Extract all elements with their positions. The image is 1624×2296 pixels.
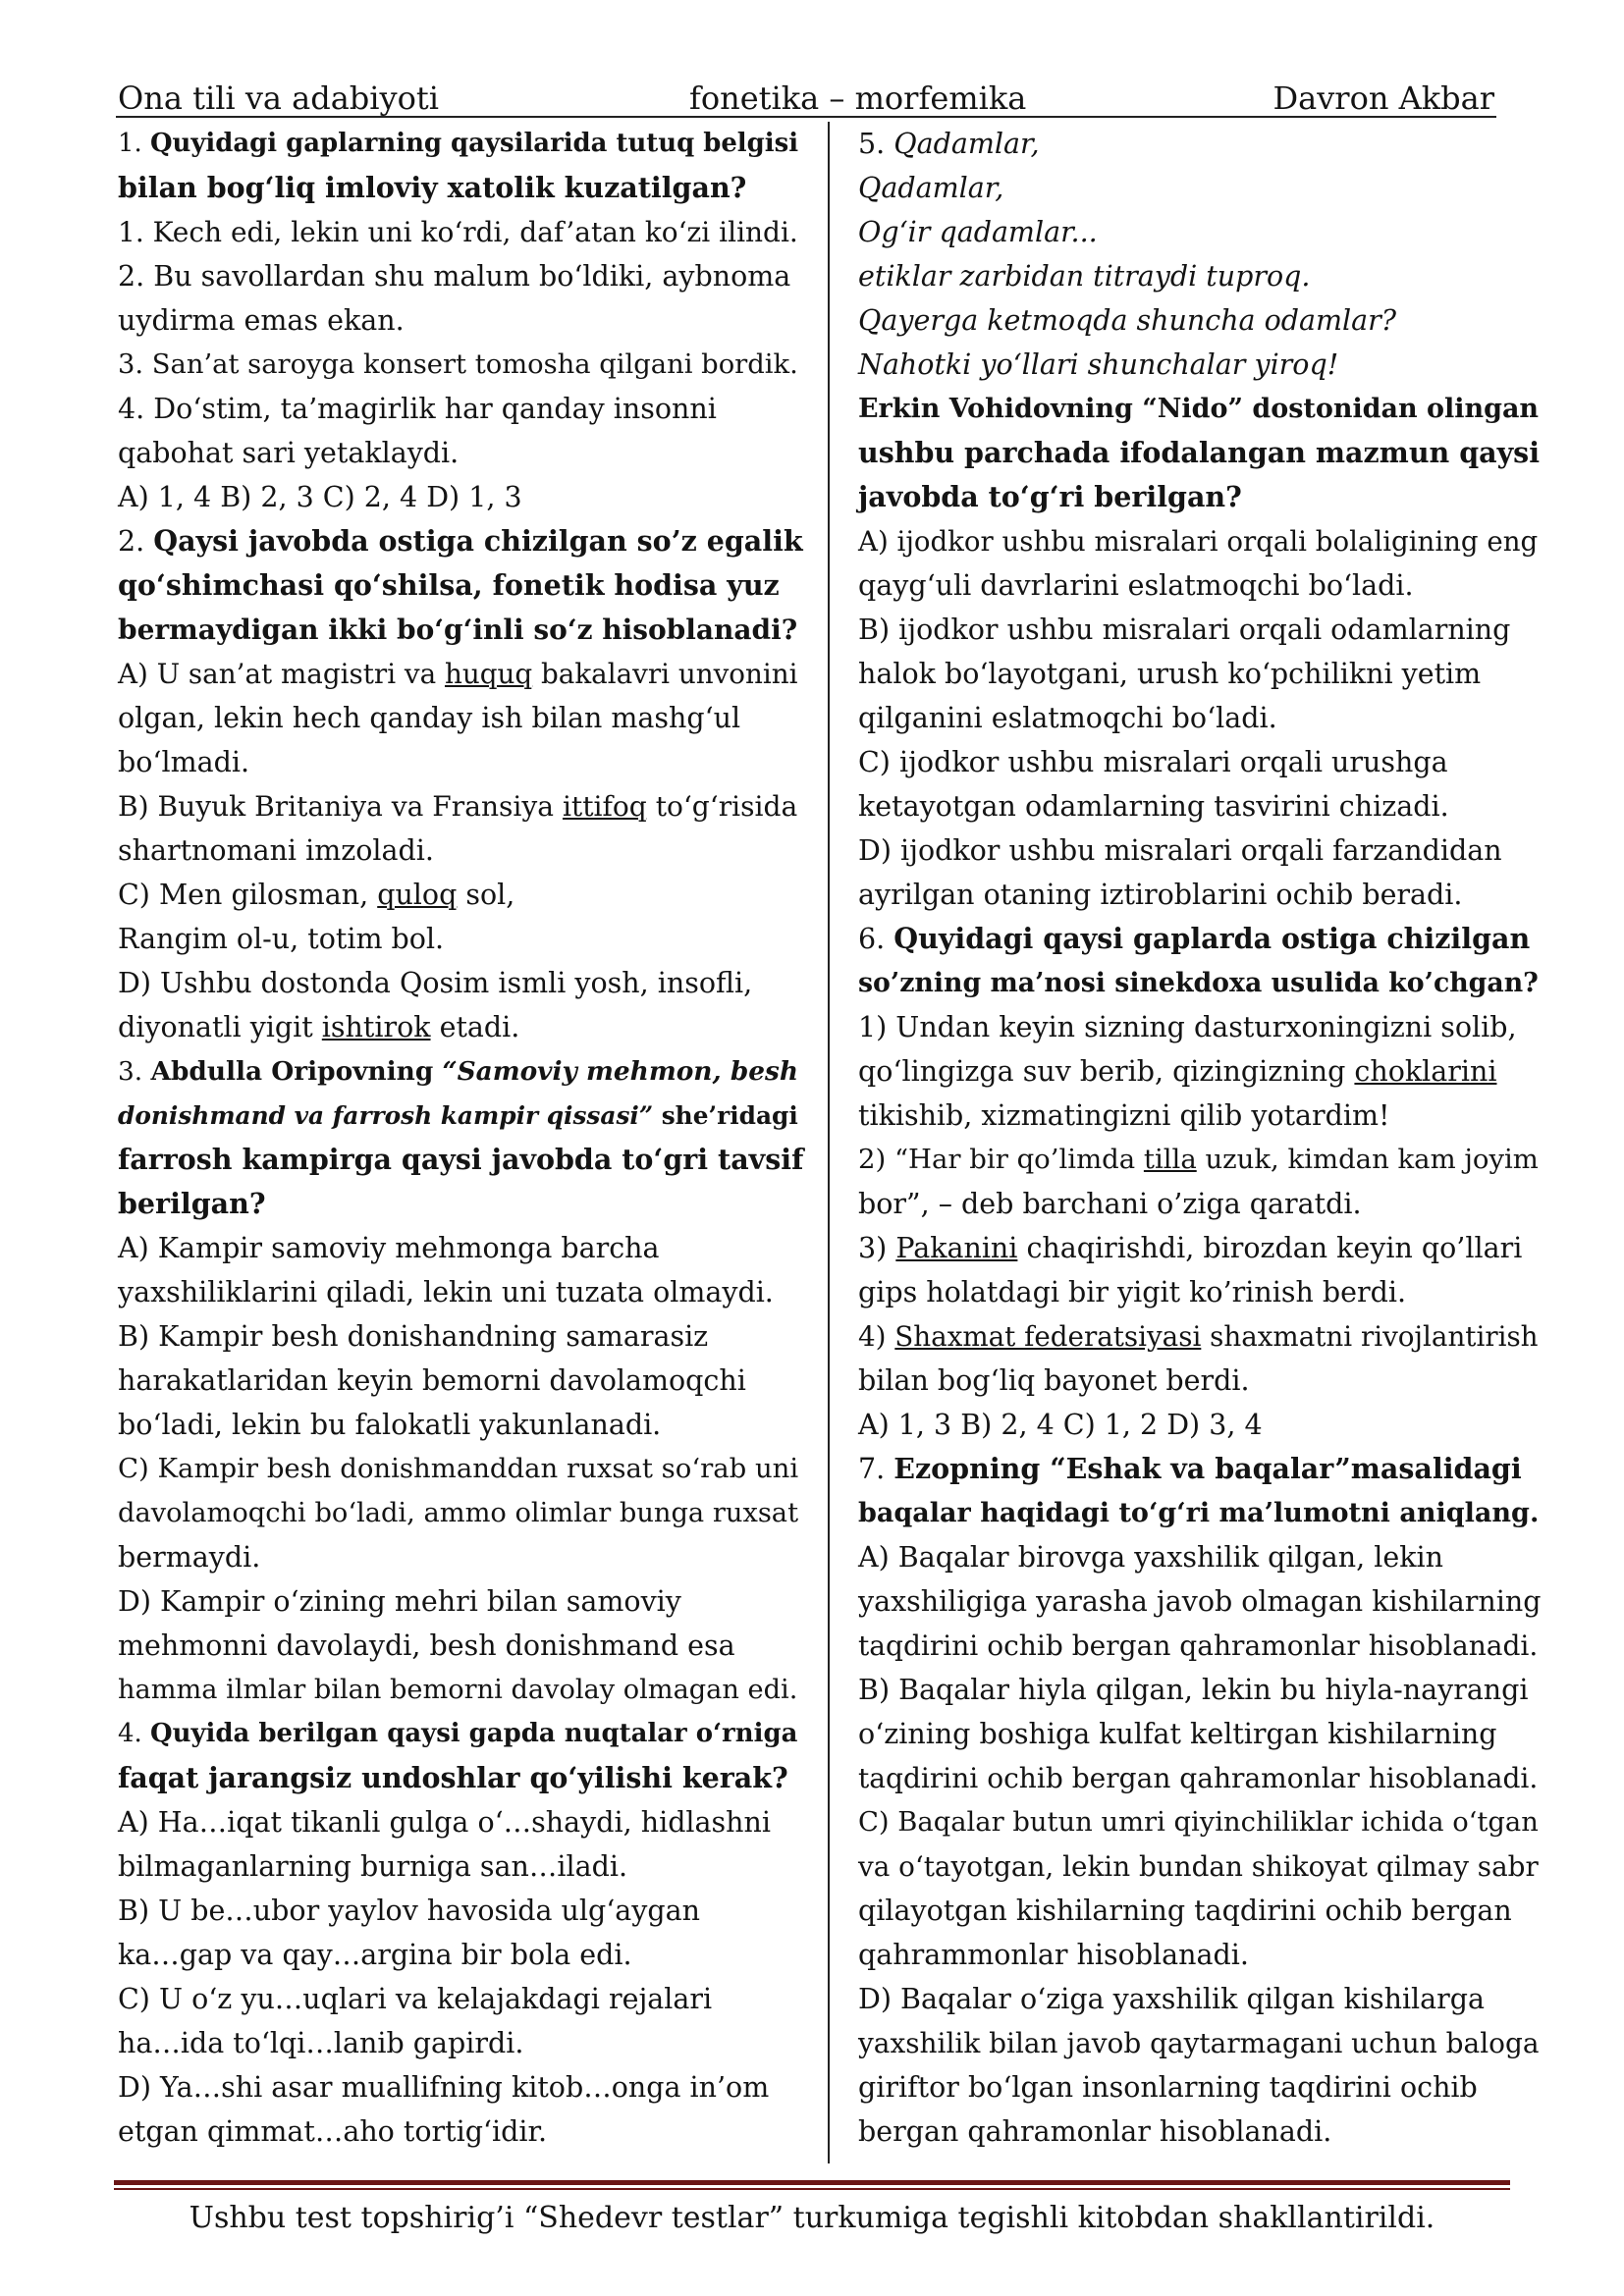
text-line [858,917,1545,961]
text-line [118,1756,805,1800]
text-segment: B) Buyuk Britaniya va Fransiya [118,790,563,823]
text-segment: A) Kampir samoviy mehmonga barcha [118,1232,660,1264]
text-segment: taqdirini ochib bergan qahramonlar hisoblanadi. [858,1762,1539,1794]
text-line [118,1579,805,1624]
text-segment: A) Baqalar birovga yaxshilik qilgan, lekin [858,1541,1443,1574]
left-column [118,122,805,2154]
text-segment: faqat jarangsiz undoshlar qo‘yilishi kerak? [118,1761,788,1794]
text-segment: 4. [118,1719,150,1748]
text-line [118,254,805,298]
text-line [118,740,805,784]
text-line [858,696,1545,740]
text-segment: Rangim ol-u, totim bol. [118,923,445,955]
text-line [858,740,1545,784]
text-line [118,563,805,608]
text-segment: A) Ha…iqat tikanli gulga o‘…shaydi, hidlashni [118,1806,771,1839]
text-line [858,122,1545,166]
text-line [118,1933,805,1977]
text-segment: Og‘ir qadamlar... [858,216,1098,248]
text-segment: Abdulla Oripovning [150,1056,443,1087]
text-segment: D) Kampir o‘zining mehri bilan samoviy [118,1585,681,1618]
text-segment: etgan qimmat…aho tortig‘idir. [118,2115,548,2148]
text-segment: 4. Do‘stim, ta’magirlik har qanday insonni [118,393,717,425]
text-line [858,1712,1545,1756]
text-line [118,1491,805,1535]
text-line [858,608,1545,652]
text-line [118,961,805,1005]
text-segment: 2) “Har bir qo’limda [858,1144,1144,1175]
text-line [118,696,805,740]
text-line [118,343,805,387]
text-segment: ushbu parchada ifodalangan mazmun qaysi [858,436,1541,469]
text-segment: ketayotgan odamlarning tasvirini chizadi. [858,790,1449,823]
text-line [118,2065,805,2109]
footer-rule-thin [114,2188,1510,2190]
text-line [858,519,1545,563]
text-segment: farrosh kampirga qaysi javobda to‘gri tavsif [118,1143,804,1176]
text-segment: 3. San’at saroyga konsert tomosha qilgani bordik. [118,349,798,380]
text-segment: etiklar zarbidan titraydi tuproq. [858,260,1311,293]
text-line [118,608,805,652]
text-line [118,2021,805,2065]
text-segment: javobda to‘g‘ri berilgan? [858,480,1242,513]
text-segment: A) 1, 4 B) 2, 3 C) 2, 4 D) 1, 3 [118,481,522,513]
text-segment: B) Baqalar hiyla qilgan, lekin bu hiyla-nayrangi [858,1674,1529,1706]
text-segment: bilmaganlarning burniga san…iladi. [118,1850,628,1883]
text-segment: Quyidagi gaplarning qaysilarida tutuq belgisi [149,129,799,158]
text-line [118,2109,805,2154]
text-segment: etadi. [430,1011,520,1043]
text-line [858,475,1545,519]
text-line [118,1138,805,1182]
text-line [118,652,805,696]
text-line [858,563,1545,608]
text-segment: 1. [118,129,150,158]
text-line [118,784,805,828]
text-line [858,1977,1545,2021]
header-author: Davron Akbar [1272,80,1494,117]
underlined-word: huquq [444,658,533,690]
text-segment: uydirma emas ekan. [118,304,405,337]
text-segment: berilgan? [118,1187,266,1220]
text-segment: A) U san’at magistri va [118,658,445,690]
text-segment: va o‘tayotgan, lekin bundan shikoyat qilmay sabr [858,1850,1539,1883]
text-segment: harakatlaridan keyin bemorni davolamoqchi [118,1364,746,1397]
text-line [118,387,805,431]
text-segment: bergan qahramonlar hisoblanadi. [858,2115,1332,2148]
text-line [858,1182,1545,1226]
text-line [118,1005,805,1049]
text-segment: Quyida berilgan qaysi gapda nuqtalar o‘rniga [150,1719,798,1748]
text-segment: ha…ida to‘lqi…lanib gapirdi. [118,2027,524,2059]
text-segment: 6. [858,923,894,955]
text-line [118,122,805,166]
right-column [858,122,1545,2154]
column-divider [828,122,830,2163]
text-line [858,961,1545,1005]
text-line [118,1226,805,1270]
text-segment: qilganini eslatmoqchi bo‘ladi. [858,702,1277,734]
text-line [858,431,1545,475]
text-line [118,166,805,210]
text-line [858,1403,1545,1447]
text-line [858,1314,1545,1359]
text-line [858,873,1545,917]
text-line [858,828,1545,873]
text-segment: Quyidagi qaysi gaplarda ostiga chizilgan [893,922,1531,955]
underlined-word: Shaxmat federatsiyasi [894,1320,1202,1353]
text-segment: qahrammonlar hisoblanadi. [858,1939,1249,1971]
text-segment: yaxshiligiga yarasha javob olmagan kishilarning [858,1585,1542,1618]
text-segment: 7. [858,1453,894,1485]
text-segment: 3) [858,1232,896,1264]
text-line [858,1138,1545,1182]
page-header [116,80,1496,116]
text-line [118,1889,805,1933]
underlined-word: tilla [1143,1144,1197,1175]
text-segment: qo‘shimchasi qo‘shilsa, fonetik hodisa yuz [118,568,780,602]
underlined-word: quloq [377,879,458,911]
text-line [858,298,1545,343]
text-line [858,2065,1545,2109]
text-segment: bilan bog‘liq imloviy xatolik kuzatilgan? [118,171,747,204]
text-line [858,1844,1545,1889]
text-segment: donishmand va farrosh kampir qissasi” [118,1101,654,1130]
text-segment: bilan bog‘liq bayonet berdi. [858,1364,1250,1397]
text-line [118,828,805,873]
text-line [118,1049,805,1094]
text-segment: D) ijodkor ushbu misralari orqali farzandidan [858,834,1502,867]
text-segment: davolamoqchi bo‘ladi, ammo olimlar bunga ruxsat [118,1498,799,1528]
text-line [118,1712,805,1756]
text-line [118,1403,805,1447]
text-line [118,1535,805,1579]
text-line [118,873,805,917]
text-segment: taqdirini ochib bergan qahramonlar hisoblanadi. [858,1629,1539,1662]
text-segment: 3. [118,1057,151,1087]
text-segment: 5. [858,128,894,160]
text-segment: 1. Kech edi, lekin uni ko‘rdi, daf’atan ko‘zi ilindi. [118,216,798,248]
text-line [858,387,1545,431]
text-segment: D) Ya…shi asar muallifning kitob…onga in’om [118,2071,770,2104]
text-segment: tikishib, xizmatingizni qilib yotardim! [858,1099,1390,1132]
text-segment: A) 1, 3 B) 2, 4 C) 1, 2 D) 3, 4 [858,1409,1263,1441]
text-segment: bermaydigan ikki bo‘g‘inli so‘z hisoblanadi? [118,614,798,646]
text-segment: hamma ilmlar bilan bemorni davolay olmagan edi. [118,1675,798,1705]
text-segment: bor”, – deb barchani o’ziga qaratdi. [858,1188,1362,1220]
text-line [858,343,1545,387]
text-line [858,1756,1545,1800]
text-segment: qilayotgan kishilarning taqdirini ochib bergan [858,1895,1512,1927]
text-segment: D) Ushbu dostonda Qosim ismli yosh, insofli, [118,967,753,999]
underlined-word: ishtirok [321,1011,431,1043]
text-line [118,1270,805,1314]
text-segment: Nahotki yo‘llari shunchalar yiroq! [858,348,1339,381]
text-segment: so’zning ma’nosi sinekdoxa usulida ko’chgan? [858,968,1539,998]
text-segment: B) Kampir besh donishandning samarasiz [118,1320,709,1353]
text-segment: Erkin Vohidovning “Nido” dostonidan olingan [858,394,1540,424]
text-segment: bo‘lmadi. [118,746,250,778]
text-line [118,519,805,563]
text-line [858,1447,1545,1491]
text-line [858,1889,1545,1933]
text-segment: diyonatli yigit [118,1011,322,1043]
text-line [858,652,1545,696]
text-segment: C) Men gilosman, [118,879,378,911]
text-segment: giriftor bo‘lgan insonlarning taqdirini ochib [858,2071,1478,2104]
text-segment: baqalar haqidagi to‘g‘ri ma’lumotni aniqlang. [858,1498,1540,1528]
text-line [118,1094,805,1138]
text-line [858,166,1545,210]
underlined-word: Pakanini [895,1232,1018,1264]
text-segment: bo‘ladi, lekin bu falokatli yakunlanadi. [118,1409,662,1441]
text-segment: Qadamlar, [893,128,1040,160]
text-segment: qayg‘uli davrlarini eslatmoqchi bo‘ladi. [858,569,1414,602]
text-segment: uzuk, kimdan kam joyim [1196,1144,1539,1175]
text-line [858,210,1545,254]
text-segment: Qaysi javobda ostiga chizilgan so’z egalik [153,524,803,558]
text-segment: yaxshilik bilan javob qaytarmagani uchun baloga [858,2027,1540,2059]
text-segment: ayrilgan otaning iztiroblarini ochib beradi. [858,879,1463,911]
text-segment: halok bo‘layotgani, urush ko‘pchilikni yetim [858,658,1482,690]
text-segment: B) ijodkor ushbu misralari orqali odamlarning [858,614,1511,646]
header-topic: fonetika – morfemika [689,80,1027,117]
text-line [858,1933,1545,1977]
text-line [118,1800,805,1844]
text-line [858,2021,1545,2065]
text-segment: Qadamlar, [858,172,1004,204]
text-line [118,298,805,343]
text-line [858,1005,1545,1049]
text-segment: yaxshiliklarini qiladi, lekin uni tuzata olmaydi. [118,1276,774,1308]
underlined-word: ittifoq [562,790,647,823]
text-segment: 4) [858,1320,895,1353]
text-line [858,1359,1545,1403]
text-segment: “Samoviy mehmon, besh [442,1056,799,1087]
text-segment: B) U be…ubor yaylov havosida ulg‘aygan [118,1895,700,1927]
text-line [118,1314,805,1359]
text-segment: Qayerga ketmoqda shuncha odamlar? [858,304,1397,337]
text-segment: mehmonni davolaydi, besh donishmand esa [118,1629,735,1662]
footer-rule-thick [114,2180,1510,2185]
text-line [858,1226,1545,1270]
text-line [118,1182,805,1226]
text-segment: she’ridagi [653,1101,798,1130]
text-segment: sol, [457,879,515,911]
text-line [118,917,805,961]
text-segment: olgan, lekin hech qanday ish bilan mashg‘ul [118,702,741,734]
text-segment: qabohat sari yetaklaydi. [118,437,460,469]
text-line [858,1668,1545,1712]
text-segment: ka…gap va qay…argina bir bola edi. [118,1939,632,1971]
text-segment: 2. [118,525,154,558]
text-segment: C) ijodkor ushbu misralari orqali urushga [858,746,1448,778]
text-line [118,1624,805,1668]
text-segment: D) Baqalar o‘ziga yaxshilik qilgan kishilarga [858,1983,1486,2015]
text-segment: o‘zining boshiga kulfat keltirgan kishilarning [858,1718,1497,1750]
underlined-word: choklarini [1354,1055,1497,1088]
text-segment: bakalavri unvonini [532,658,798,690]
header-subject: Ona tili va adabiyoti [118,80,439,117]
text-line [858,784,1545,828]
text-line [858,254,1545,298]
text-segment: chaqirishdi, birozdan keyin qo’llari [1017,1232,1523,1264]
text-segment: to‘g‘risida [646,790,798,823]
text-segment: shartnomani imzoladi. [118,834,434,867]
text-line [118,431,805,475]
text-line [858,1579,1545,1624]
text-segment: 1) Undan keyin sizning dasturxoningizni solib, [858,1011,1517,1043]
text-line [858,1270,1545,1314]
text-segment: Ezopning “Eshak va baqalar”masalidagi [893,1452,1522,1485]
text-line [858,1094,1545,1138]
text-segment: C) U o‘z yu…uqlari va kelajakdagi rejalari [118,1983,713,2015]
text-line [858,2109,1545,2154]
text-line [858,1491,1545,1535]
text-segment: C) Baqalar butun umri qiyinchiliklar ichida o‘tgan [858,1807,1539,1838]
text-line [858,1624,1545,1668]
text-segment: gips holatdagi bir yigit ko’rinish berdi. [858,1276,1407,1308]
text-line [118,1447,805,1491]
text-line [118,1359,805,1403]
text-segment: shaxmatni rivojlantirish [1201,1320,1539,1353]
text-segment: 2. Bu savollardan shu malum bo‘ldiki, aybnoma [118,260,791,293]
text-line [118,1668,805,1712]
text-line [858,1535,1545,1579]
text-line [118,210,805,254]
text-segment: C) Kampir besh donishmanddan ruxsat so‘rab uni [118,1453,799,1484]
text-line [858,1049,1545,1094]
footer-note: Ushbu test topshirig’i “Shedevr testlar” turkumiga tegishli kitobdan shakllantirildi. [189,2201,1435,2235]
header-rule [116,116,1496,118]
text-segment: A) ijodkor ushbu misralari orqali bolaligining eng [858,525,1539,558]
text-line [118,1977,805,2021]
text-segment: qo‘lingizga suv berib, qizingizning [858,1055,1355,1088]
text-line [118,1844,805,1889]
text-line [118,475,805,519]
text-line [858,1800,1545,1844]
text-segment: bermaydi. [118,1541,261,1574]
